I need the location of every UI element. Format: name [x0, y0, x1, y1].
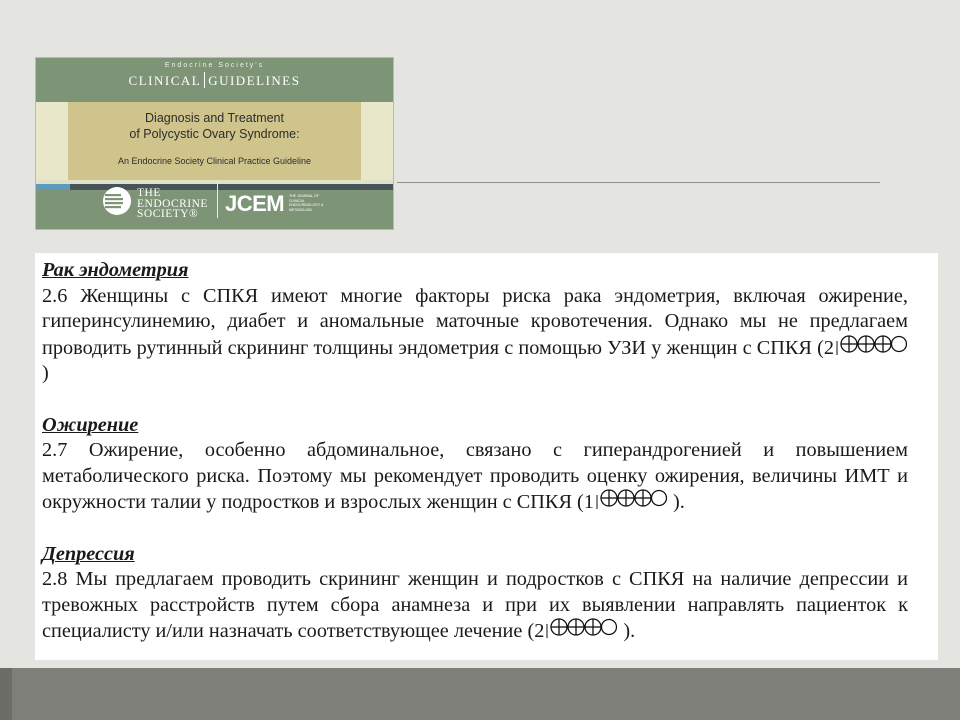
banner-title-box — [68, 102, 361, 180]
recommendation-text: 2.8 Мы предлагаем проводить скрининг женщин и подростков с СПКЯ на наличие депрессии и тревожных расстройств путем сбора анамнеза и при их выявлении направлять пациенток к специалисту и/или назначать соответствующее лечение (2 — [42, 568, 908, 642]
section-text — [42, 284, 908, 387]
slide-bottom-bar — [0, 668, 960, 720]
clinical-word: CLINICAL — [128, 73, 202, 88]
recommendations-panel — [35, 253, 938, 660]
bottom-bar-accent — [0, 668, 12, 720]
jcem-subtitle: THE JOURNAL OF CLINICAL ENDOCRINOLOGY & METABOLISM — [289, 194, 324, 212]
section-text — [42, 438, 908, 516]
evidence-grade-icon — [545, 618, 617, 640]
banner-header — [36, 58, 393, 102]
banner-footer — [36, 187, 393, 230]
recommendation-close: ) — [42, 362, 49, 384]
clinical-guidelines-label — [36, 72, 393, 89]
endocrine-society-name — [137, 188, 208, 220]
recommendation-close: ). — [667, 491, 685, 513]
recommendation-text: 2.7 Ожирение, особенно абдоминальное, связано с гиперандрогенией и повышением метаболического риска. Поэтому мы рекомендует проводить оценку ожирения, величины ИМТ и окружности талии у подростков и взрослых женщин с СПКЯ (1 — [42, 439, 908, 513]
title-separator — [204, 72, 205, 88]
section-heading: Рак эндометрия — [42, 259, 189, 281]
section-heading: Депрессия — [42, 542, 135, 565]
guideline-cover-banner — [35, 57, 394, 230]
guidelines-word: GUIDELINES — [208, 73, 301, 88]
recommendation-close: ). — [618, 620, 636, 642]
section-heading: Ожирение — [42, 413, 139, 436]
section-obesity — [42, 413, 908, 516]
banner-subtitle: An Endocrine Society Clinical Practice Guideline — [117, 156, 312, 166]
endo-line3: SOCIETY® — [137, 208, 199, 220]
banner-title — [68, 110, 361, 142]
banner-title-line2: of Polycystic Ovary Syndrome: — [129, 127, 300, 141]
endo-line2: ENDOCRINE — [137, 197, 208, 210]
banner-title-line1: Diagnosis and Treatment — [145, 111, 284, 125]
section-endometrial-cancer — [42, 258, 908, 387]
section-depression — [42, 542, 908, 645]
recommendation-text: 2.6 Женщины с СПКЯ имеют многие факторы риска рака эндометрия, включая ожирение, гиперинсулинемию, диабет и аномальные маточные кровотечения. Однако мы не предлагаем проводить рутинный скрининг толщины эндометрия с помощью УЗИ у женщин с СПКЯ (2 — [42, 284, 908, 359]
banner-side-right — [361, 102, 393, 180]
evidence-grade-icon — [835, 335, 907, 357]
jcem-logo: JCEM — [225, 191, 285, 216]
society-small-label: Endocrine Society's — [164, 62, 265, 69]
section-text — [42, 567, 908, 645]
endo-line1: THE — [137, 187, 161, 199]
header-divider-line — [397, 182, 880, 183]
endocrine-society-logo-icon — [102, 186, 132, 216]
logo-separator — [217, 182, 218, 218]
evidence-grade-icon — [595, 489, 667, 511]
banner-side-left — [36, 102, 68, 180]
